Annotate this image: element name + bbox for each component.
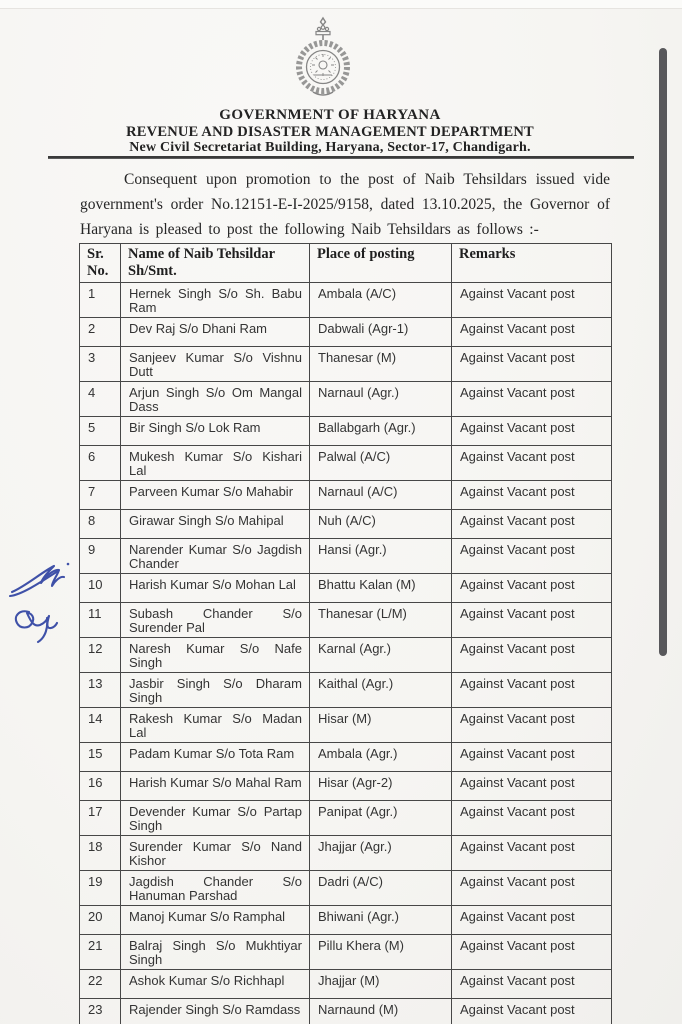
table-row — [80, 999, 612, 1024]
table-row — [80, 935, 612, 970]
cell-name: Naresh Kumar S/o Nafe Singh — [121, 638, 310, 673]
table-row — [80, 871, 612, 906]
cell-remarks: Against Vacant post — [452, 871, 612, 906]
cell-place: Narnaund (M) — [310, 999, 452, 1024]
cell-place: Hisar (M) — [310, 708, 452, 743]
cell-place: Nuh (A/C) — [310, 510, 452, 539]
table-row — [80, 638, 612, 673]
cell-place: Narnaul (Agr.) — [310, 382, 452, 417]
cell-place: Dadri (A/C) — [310, 871, 452, 906]
col-header-sr-no: Sr. No. — [80, 244, 121, 283]
cell-remarks: Against Vacant post — [452, 708, 612, 743]
order-paragraph: Consequent upon promotion to the post of Naib Tehsildars issued vide government's order No.12151-E-I-2025/9158, dated 13.10.2025, the Governor of Haryana is pleased to post the following Naib Tehsildars as follows :- — [80, 171, 610, 238]
cell-remarks: Against Vacant post — [452, 446, 612, 481]
table-row — [80, 481, 612, 510]
cell-sr-no: 21 — [80, 935, 121, 970]
cell-sr-no: 22 — [80, 970, 121, 999]
cell-sr-no: 12 — [80, 638, 121, 673]
cell-place: Jhajjar (Agr.) — [310, 836, 452, 871]
cell-place: Thanesar (M) — [310, 347, 452, 382]
cell-place: Kaithal (Agr.) — [310, 673, 452, 708]
scrollbar-thumb[interactable] — [659, 48, 667, 656]
cell-name: Balraj Singh S/o Mukhtiyar Singh — [121, 935, 310, 970]
cell-remarks: Against Vacant post — [452, 970, 612, 999]
cell-name: Bir Singh S/o Lok Ram — [121, 417, 310, 446]
cell-sr-no: 7 — [80, 481, 121, 510]
cell-name: Jagdish Chander S/o Hanuman Parshad — [121, 871, 310, 906]
table-row — [80, 673, 612, 708]
cell-sr-no: 3 — [80, 347, 121, 382]
cell-remarks: Against Vacant post — [452, 999, 612, 1024]
cell-place: Jhajjar (M) — [310, 970, 452, 999]
cell-sr-no: 10 — [80, 574, 121, 603]
cell-sr-no: 19 — [80, 871, 121, 906]
cell-remarks: Against Vacant post — [452, 801, 612, 836]
cell-name: Harish Kumar S/o Mohan Lal — [121, 574, 310, 603]
cell-sr-no: 2 — [80, 318, 121, 347]
cell-remarks: Against Vacant post — [452, 382, 612, 417]
cell-remarks: Against Vacant post — [452, 574, 612, 603]
cell-name: Parveen Kumar S/o Mahabir — [121, 481, 310, 510]
table-row — [80, 510, 612, 539]
cell-name: Devender Kumar S/o Partap Singh — [121, 801, 310, 836]
cell-place: Ambala (Agr.) — [310, 743, 452, 772]
table-row — [80, 417, 612, 446]
cell-name: Padam Kumar S/o Tota Ram — [121, 743, 310, 772]
cell-place: Hansi (Agr.) — [310, 539, 452, 574]
cell-place: Ambala (A/C) — [310, 283, 452, 318]
cell-name: Girawar Singh S/o Mahipal — [121, 510, 310, 539]
cell-sr-no: 18 — [80, 836, 121, 871]
cell-name: Jasbir Singh S/o Dharam Singh — [121, 673, 310, 708]
cell-remarks: Against Vacant post — [452, 417, 612, 446]
table-row — [80, 574, 612, 603]
cell-name: Narender Kumar S/o Jagdish Chander — [121, 539, 310, 574]
cell-place: Hisar (Agr-2) — [310, 772, 452, 801]
cell-remarks: Against Vacant post — [452, 283, 612, 318]
cell-name: Manoj Kumar S/o Ramphal — [121, 906, 310, 935]
col-header-name: Name of Naib Tehsildar Sh/Smt. — [121, 244, 310, 283]
cell-remarks: Against Vacant post — [452, 673, 612, 708]
cell-name: Arjun Singh S/o Om Mangal Dass — [121, 382, 310, 417]
cell-remarks: Against Vacant post — [452, 906, 612, 935]
cell-place: Pillu Khera (M) — [310, 935, 452, 970]
cell-place: Karnal (Agr.) — [310, 638, 452, 673]
cell-sr-no: 17 — [80, 801, 121, 836]
table-row — [80, 970, 612, 999]
col-header-remarks: Remarks — [452, 244, 612, 283]
cell-place: Ballabgarh (Agr.) — [310, 417, 452, 446]
cell-name: Rajender Singh S/o Ramdass — [121, 999, 310, 1024]
cell-sr-no: 16 — [80, 772, 121, 801]
handwritten-initials-ink — [4, 546, 86, 658]
cell-sr-no: 23 — [80, 999, 121, 1024]
table-row — [80, 708, 612, 743]
cell-place: Dabwali (Agr-1) — [310, 318, 452, 347]
title-address: New Civil Secretariat Building, Haryana, Sector-17, Chandigarh. — [129, 140, 531, 155]
cell-remarks: Against Vacant post — [452, 638, 612, 673]
cell-place: Thanesar (L/M) — [310, 603, 452, 638]
cell-sr-no: 6 — [80, 446, 121, 481]
cell-remarks: Against Vacant post — [452, 510, 612, 539]
cell-remarks: Against Vacant post — [452, 935, 612, 970]
title-department: REVENUE AND DISASTER MANAGEMENT DEPARTMENT — [126, 124, 534, 140]
cell-name: Subash Chander S/o Surender Pal — [121, 603, 310, 638]
title-government: GOVERNMENT OF HARYANA — [219, 107, 441, 123]
cell-name: Sanjeev Kumar S/o Vishnu Dutt — [121, 347, 310, 382]
cell-place: Palwal (A/C) — [310, 446, 452, 481]
cell-name: Mukesh Kumar S/o Kishari Lal — [121, 446, 310, 481]
table-row — [80, 906, 612, 935]
table-row — [80, 347, 612, 382]
cell-place: Narnaul (A/C) — [310, 481, 452, 510]
posting-table — [79, 243, 612, 1024]
cell-remarks: Against Vacant post — [452, 347, 612, 382]
cell-name: Surender Kumar S/o Nand Kishor — [121, 836, 310, 871]
cell-place: Bhiwani (Agr.) — [310, 906, 452, 935]
cell-name: Dev Raj S/o Dhani Ram — [121, 318, 310, 347]
cell-name: Rakesh Kumar S/o Madan Lal — [121, 708, 310, 743]
table-row — [80, 603, 612, 638]
table-row — [80, 446, 612, 481]
cell-remarks: Against Vacant post — [452, 772, 612, 801]
cell-name: Hernek Singh S/o Sh. Babu Ram — [121, 283, 310, 318]
table-row — [80, 801, 612, 836]
header-rule — [48, 156, 634, 159]
cell-remarks: Against Vacant post — [452, 481, 612, 510]
table-row — [80, 743, 612, 772]
cell-sr-no: 14 — [80, 708, 121, 743]
cell-remarks: Against Vacant post — [452, 743, 612, 772]
cell-sr-no: 9 — [80, 539, 121, 574]
cell-place: Bhattu Kalan (M) — [310, 574, 452, 603]
cell-sr-no: 13 — [80, 673, 121, 708]
cell-sr-no: 11 — [80, 603, 121, 638]
haryana-emblem-icon — [292, 16, 354, 102]
table-row — [80, 772, 612, 801]
cell-remarks: Against Vacant post — [452, 836, 612, 871]
cell-sr-no: 20 — [80, 906, 121, 935]
table-row — [80, 382, 612, 417]
cell-sr-no: 5 — [80, 417, 121, 446]
cell-sr-no: 1 — [80, 283, 121, 318]
cell-remarks: Against Vacant post — [452, 539, 612, 574]
cell-sr-no: 15 — [80, 743, 121, 772]
cell-remarks: Against Vacant post — [452, 318, 612, 347]
table-header-row — [80, 244, 612, 283]
table-row — [80, 836, 612, 871]
cell-sr-no: 8 — [80, 510, 121, 539]
cell-name: Ashok Kumar S/o Richhapl — [121, 970, 310, 999]
table-row — [80, 318, 612, 347]
cell-sr-no: 4 — [80, 382, 121, 417]
cell-name: Harish Kumar S/o Mahal Ram — [121, 772, 310, 801]
col-header-place: Place of posting — [310, 244, 452, 283]
table-row — [80, 539, 612, 574]
cell-place: Panipat (Agr.) — [310, 801, 452, 836]
cell-remarks: Against Vacant post — [452, 603, 612, 638]
table-row — [80, 283, 612, 318]
